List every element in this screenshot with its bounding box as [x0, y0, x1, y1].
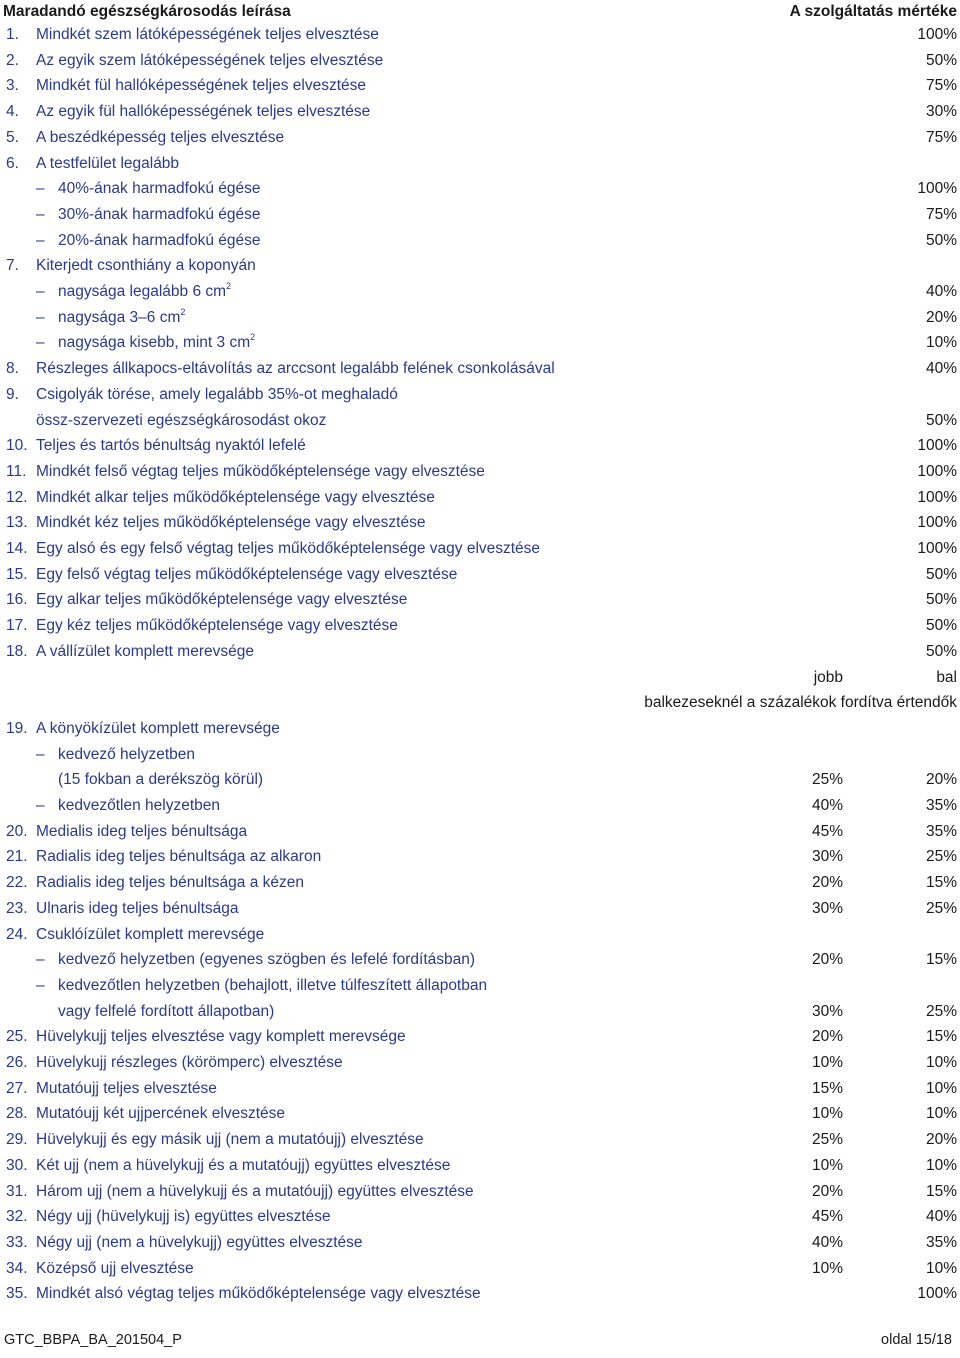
benefit-percentage: 75% — [925, 77, 957, 95]
percentage-right-side: 10% — [811, 1156, 843, 1174]
item-description: Hüvelykujj teljes elvesztése vagy komplett merevsége — [36, 1028, 406, 1046]
item-description: A vállízület komplett merevsége — [36, 642, 254, 660]
table-row — [0, 73, 960, 99]
benefit-percentage: 100% — [917, 540, 957, 557]
item-number: 31. — [6, 1182, 28, 1200]
table-row — [0, 1153, 960, 1179]
item-number: 17. — [6, 617, 28, 635]
sub-item-description: kedvező helyzetben — [58, 745, 196, 763]
item-number: 35. — [6, 1285, 28, 1303]
superscript: 2 — [226, 281, 232, 291]
percentage-left-side: 35% — [925, 1233, 957, 1251]
item-number: 28. — [6, 1105, 28, 1123]
table-row — [0, 999, 960, 1025]
benefit-percentage: 20% — [925, 308, 957, 326]
item-number: 4. — [6, 103, 19, 121]
item-description: Ulnaris ideg teljes bénultsága — [36, 899, 239, 917]
table-row — [0, 793, 960, 819]
item-description: Radialis ideg teljes bénultsága a kézen — [36, 874, 304, 892]
item-number: 20. — [6, 822, 28, 840]
table-row — [0, 1179, 960, 1205]
item-description: A beszédképesség teljes elvesztése — [36, 128, 285, 146]
benefit-percentage: 50% — [925, 51, 957, 69]
column-head-left: bal — [936, 668, 957, 686]
item-description: Az egyik fül hallóképességének teljes elvesztése — [36, 103, 371, 121]
item-number: 30. — [6, 1156, 28, 1174]
item-number: 26. — [6, 1054, 28, 1071]
percentage-right-side: 20% — [811, 951, 843, 969]
table-row — [0, 922, 960, 948]
percentage-right-side: 10% — [811, 1259, 843, 1277]
percentage-right-side: 20% — [811, 874, 843, 892]
table-row — [0, 767, 960, 793]
benefit-percentage: 100% — [917, 437, 957, 455]
page-number: oldal 15/18 — [881, 1332, 952, 1348]
table-row — [0, 279, 960, 305]
item-number: 15. — [6, 565, 28, 583]
percentage-right-side: 30% — [811, 1002, 843, 1020]
table-row — [0, 562, 960, 588]
sub-item-description: nagysága kisebb, mint 3 $cm^2$ — [58, 332, 256, 352]
document-code: GTC_BBPA_BA_201504_P — [4, 1332, 182, 1348]
benefit-percentage: 100% — [917, 180, 957, 198]
dash-bullet: – — [36, 180, 45, 198]
benefit-percentage: 50% — [925, 617, 957, 635]
table-row — [0, 1050, 960, 1076]
item-number: 34. — [6, 1259, 28, 1277]
table-row — [0, 1024, 960, 1050]
table-row — [0, 1076, 960, 1102]
table-row — [0, 844, 960, 870]
item-description: Teljes és tartós bénultság nyaktól lefelé — [36, 437, 306, 455]
benefit-percentage: 50% — [925, 231, 957, 249]
percentage-right-side: 25% — [811, 771, 843, 789]
percentage-left-side: 10% — [925, 1079, 957, 1097]
table-row — [0, 639, 960, 665]
percentage-left-side: 20% — [925, 1131, 957, 1149]
item-description: Mutatóujj két ujjpercének elvesztése — [36, 1105, 285, 1123]
table-row — [0, 99, 960, 125]
dash-bullet: – — [36, 334, 45, 352]
item-number: 2. — [6, 51, 19, 69]
item-number: 10. — [6, 437, 28, 455]
left-handed-note: balkezeseknél a százalékok fordítva értendők — [644, 694, 957, 712]
table-row — [0, 742, 960, 768]
table-row — [0, 870, 960, 896]
benefit-percentage: 30% — [925, 103, 957, 121]
table-row — [0, 485, 960, 511]
item-number: 3. — [6, 77, 19, 95]
item-description: A könyökízület komplett merevsége — [36, 719, 280, 737]
benefit-percentage: 40% — [925, 283, 957, 300]
percentage-left-side: 10% — [925, 1054, 957, 1071]
table-row — [0, 408, 960, 434]
sub-item-description: 40%-ának harmadfokú égése — [58, 180, 261, 198]
item-description: Csuklóízület komplett merevsége — [36, 925, 265, 943]
item-description: Mindkét fül hallóképességének teljes elvesztése — [36, 77, 366, 95]
item-description: Egy alkar teljes működőképtelensége vagy elvesztése — [36, 591, 408, 609]
table-row — [0, 253, 960, 279]
item-description: Mindkét alsó végtag teljes működőképtelensége vagy elvesztése — [36, 1285, 481, 1303]
percentage-left-side: 20% — [925, 771, 957, 789]
dash-bullet: – — [36, 308, 45, 326]
table-row — [0, 665, 960, 691]
benefit-percentage: 40% — [925, 360, 957, 378]
sub-item-description: 20%-ának harmadfokú égése — [58, 231, 261, 249]
percentage-right-side: 40% — [811, 1233, 843, 1251]
table-row — [0, 125, 960, 151]
table-row — [0, 330, 960, 356]
item-number: 11. — [6, 462, 27, 480]
percentage-left-side: 40% — [925, 1208, 957, 1226]
item-number: 13. — [6, 514, 28, 532]
benefit-percentage: 100% — [917, 514, 957, 532]
dash-bullet: – — [36, 231, 45, 249]
item-number: 6. — [6, 154, 19, 172]
table-row — [0, 1127, 960, 1153]
table-row — [0, 716, 960, 742]
benefit-percentage: 100% — [917, 462, 957, 480]
table-row — [0, 305, 960, 331]
item-number: 25. — [6, 1028, 28, 1046]
dash-bullet: – — [36, 951, 45, 969]
superscript: 2 — [180, 306, 186, 317]
dash-bullet: – — [36, 797, 45, 814]
table-row — [0, 48, 960, 74]
item-number: 27. — [6, 1079, 28, 1097]
percentage-left-side: 10% — [925, 1156, 957, 1174]
item-number: 8. — [6, 360, 19, 378]
sub-item-description: nagysága legalább 6 $cm^2$ — [58, 281, 232, 300]
item-description: Mindkét szem látóképességének teljes elvesztése — [36, 26, 379, 43]
item-description: Mindkét alkar teljes működőképtelensége vagy elvesztése — [36, 488, 435, 506]
table-row — [0, 176, 960, 202]
dash-bullet: – — [36, 205, 45, 223]
item-description: Két ujj (nem a hüvelykujj és a mutatóujj) együttes elvesztése — [36, 1156, 451, 1174]
item-number: 21. — [6, 848, 28, 866]
percentage-left-side: 15% — [925, 1182, 957, 1200]
table-row — [0, 459, 960, 485]
benefit-percentage: 50% — [925, 642, 957, 660]
percentage-left-side: 15% — [925, 951, 957, 969]
percentage-left-side: 15% — [925, 1028, 957, 1046]
percentage-right-side: 20% — [811, 1028, 843, 1046]
item-number: 33. — [6, 1233, 28, 1251]
header-description: Maradandó egészségkárosodás leírása — [3, 3, 291, 20]
table-row — [0, 228, 960, 254]
item-description: Mindkét kéz teljes működőképtelensége vagy elvesztése — [36, 514, 426, 532]
item-description: Részleges állkapocs-eltávolítás az arccsont legalább felének csonkolásával — [36, 360, 555, 378]
table-header — [0, 0, 960, 24]
benefit-percentage: 50% — [925, 411, 957, 429]
table-row — [0, 819, 960, 845]
item-description: Mindkét felső végtag teljes működőképtelensége vagy elvesztése — [36, 462, 485, 480]
table-row — [0, 613, 960, 639]
item-description: Mutatóujj teljes elvesztése — [36, 1079, 217, 1097]
percentage-left-side: 25% — [925, 899, 957, 917]
item-number: 18. — [6, 642, 28, 660]
dash-bullet: – — [36, 283, 45, 300]
item-description: A testfelület legalább — [36, 154, 180, 172]
percentage-left-side: 25% — [925, 1002, 957, 1020]
percentage-right-side: 10% — [811, 1054, 843, 1071]
item-description: Egy felső végtag teljes működőképtelensége vagy elvesztése — [36, 565, 458, 583]
table-row — [0, 947, 960, 973]
item-number: 7. — [6, 257, 19, 275]
item-description: Négy ujj (nem a hüvelykujj) együttes elvesztése — [36, 1233, 363, 1251]
benefit-percentage: 100% — [917, 26, 957, 43]
item-description: Középső ujj elvesztése — [36, 1259, 194, 1277]
item-number: 14. — [6, 540, 28, 557]
benefit-percentage: 50% — [925, 565, 957, 583]
item-number: 29. — [6, 1131, 28, 1149]
item-number: 23. — [6, 899, 28, 917]
table-row — [0, 896, 960, 922]
page-footer — [0, 1332, 960, 1354]
percentage-left-side: 35% — [925, 822, 957, 840]
item-description: Négy ujj (hüvelykujj is) együttes elvesztése — [36, 1208, 331, 1226]
percentage-left-side: 10% — [925, 1259, 957, 1277]
sub-item-description: kedvező helyzetben (egyenes szögben és lefelé fordításban) — [58, 951, 476, 969]
table-row — [0, 1256, 960, 1282]
item-number: 19. — [6, 719, 28, 737]
dash-bullet: – — [36, 745, 45, 763]
percentage-right-side: 30% — [811, 899, 843, 917]
table-row — [0, 433, 960, 459]
table-row — [0, 690, 960, 716]
item-description: Az egyik szem látóképességének teljes elvesztése — [36, 51, 384, 69]
sub-item-description-continued: vagy felfelé fordított állapotban) — [58, 1002, 275, 1020]
item-description: Hüvelykujj részleges (körömperc) elvesztése — [36, 1054, 343, 1071]
item-number: 5. — [6, 128, 19, 146]
header-benefit-rate: A szolgáltatás mértéke — [789, 3, 957, 20]
sub-item-description: 30%-ának harmadfokú égése — [58, 205, 261, 223]
item-number: 24. — [6, 925, 28, 943]
sub-item-description: kedvezőtlen helyzetben (behajlott, illetve túlfeszített állapotban — [58, 976, 488, 994]
table-row — [0, 1230, 960, 1256]
item-number: 16. — [6, 591, 28, 609]
item-description: Egy kéz teljes működőképtelensége vagy elvesztése — [36, 617, 398, 635]
item-number: 32. — [6, 1208, 28, 1226]
benefit-percentage: 100% — [917, 1285, 957, 1303]
table-row — [0, 22, 960, 48]
item-number: 9. — [6, 385, 19, 403]
item-description: Három ujj (nem a hüvelykujj és a mutatóujj) együttes elvesztése — [36, 1182, 474, 1200]
table-row — [0, 382, 960, 408]
table-row — [0, 536, 960, 562]
item-description-continued: össz-szervezeti egészségkárosodást okoz — [36, 411, 327, 429]
percentage-right-side: 20% — [811, 1182, 843, 1200]
item-description: Egy alsó és egy felső végtag teljes működőképtelensége vagy elvesztése — [36, 540, 541, 557]
item-description: Medialis ideg teljes bénultsága — [36, 822, 248, 840]
table-row — [0, 973, 960, 999]
benefit-percentage: 100% — [917, 488, 957, 506]
table-row — [0, 356, 960, 382]
percentage-right-side: 15% — [811, 1079, 843, 1097]
percentage-left-side: 35% — [925, 797, 957, 814]
percentage-right-side: 45% — [811, 822, 843, 840]
column-head-right: jobb — [813, 668, 843, 686]
sub-item-description: kedvezőtlen helyzetben — [58, 797, 221, 814]
table-row — [0, 510, 960, 536]
benefit-percentage: 50% — [925, 591, 957, 609]
benefit-percentage: 10% — [925, 334, 957, 352]
percentage-right-side: 10% — [811, 1105, 843, 1123]
item-description: Kiterjedt csonthiány a koponyán — [36, 257, 256, 275]
sub-item-description: nagysága 3–6 $cm^2$ — [58, 306, 186, 326]
percentage-left-side: 15% — [925, 874, 957, 892]
percentage-right-side: 30% — [811, 848, 843, 866]
percentage-right-side: 40% — [811, 797, 843, 814]
item-number: 12. — [6, 488, 28, 506]
item-description: Csigolyák törése, amely legalább 35%-ot meghaladó — [36, 385, 398, 403]
item-description: Radialis ideg teljes bénultsága az alkaron — [36, 848, 322, 866]
item-number: 1. — [6, 26, 19, 43]
percentage-right-side: 25% — [811, 1131, 843, 1149]
table-row — [0, 1204, 960, 1230]
table-row — [0, 1101, 960, 1127]
superscript: 2 — [250, 332, 256, 343]
table-row — [0, 151, 960, 177]
percentage-right-side: 45% — [811, 1208, 843, 1226]
benefit-percentage: 75% — [925, 205, 957, 223]
percentage-left-side: 10% — [925, 1105, 957, 1123]
item-number: 22. — [6, 874, 28, 892]
benefit-percentage: 75% — [925, 128, 957, 146]
sub-item-description-continued: (15 fokban a derékszög körül) — [58, 771, 264, 789]
percentage-left-side: 25% — [925, 848, 957, 866]
table-row — [0, 587, 960, 613]
table-row — [0, 202, 960, 228]
table-row — [0, 1281, 960, 1307]
dash-bullet: – — [36, 976, 45, 994]
item-description: Hüvelykujj és egy másik ujj (nem a mutatóujj) elvesztése — [36, 1131, 424, 1149]
